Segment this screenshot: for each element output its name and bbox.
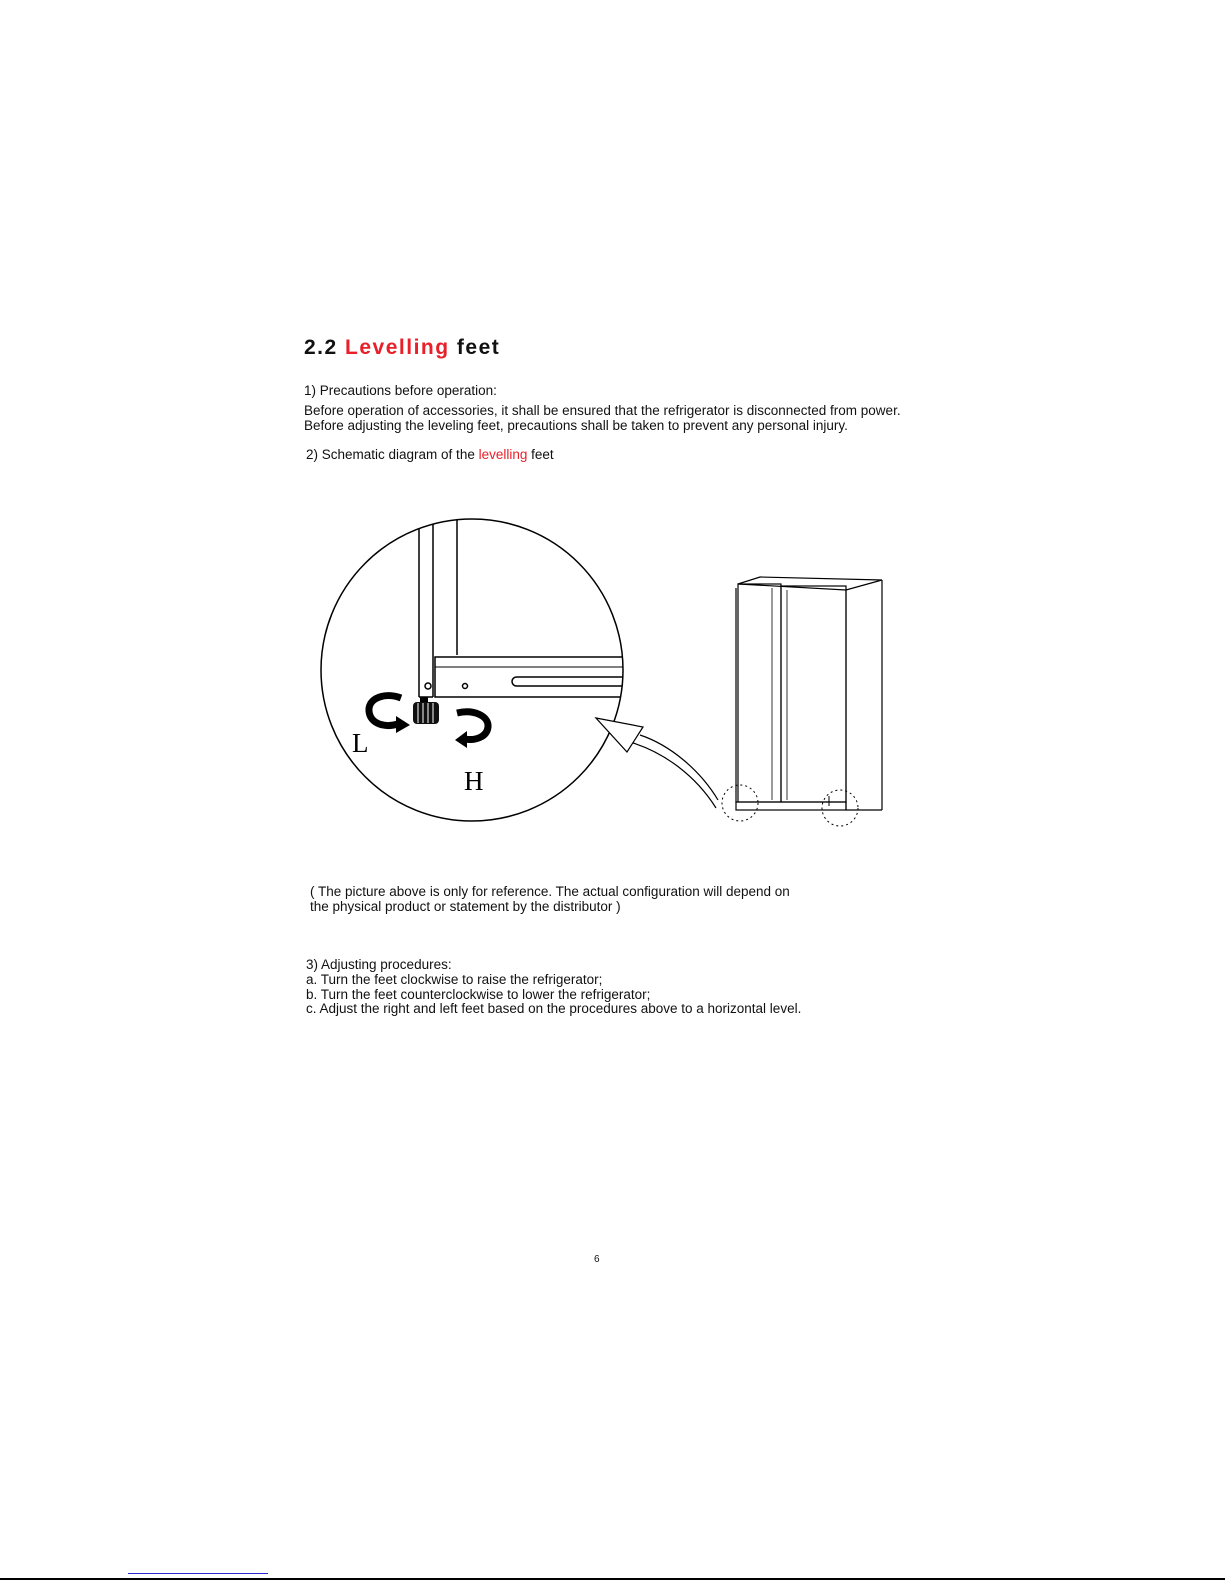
section-title-rest: feet bbox=[456, 336, 501, 359]
zoom-detail bbox=[321, 510, 642, 821]
label-high: H bbox=[464, 766, 484, 796]
precautions-line-1: Before operation of accessories, it shall be ensured that the refrigerator is disconnected from power. bbox=[304, 403, 901, 418]
fridge-left-door bbox=[738, 584, 781, 802]
levelling-feet-diagram bbox=[300, 510, 920, 830]
section-number: 2.2 bbox=[304, 336, 338, 359]
note-line-2: the physical product or statement by the distributor ) bbox=[310, 899, 621, 914]
footer-rule bbox=[0, 1578, 1225, 1580]
schematic-heading bbox=[306, 447, 554, 462]
section-title-highlight: Levelling bbox=[345, 336, 450, 359]
left-foot-highlight bbox=[722, 785, 758, 821]
label-low: L bbox=[352, 728, 369, 758]
note-line-1: ( The picture above is only for reference. The actual configuration will depend on bbox=[310, 884, 790, 899]
precautions-heading: 1) Precautions before operation: bbox=[304, 383, 497, 398]
procedure-step-b: b. Turn the feet counterclockwise to lower the refrigerator; bbox=[306, 987, 651, 1002]
callout-arrow-icon bbox=[596, 718, 718, 808]
right-foot-highlight bbox=[822, 790, 858, 826]
procedure-step-c: c. Adjust the right and left feet based on the procedures above to a horizontal level. bbox=[306, 1001, 802, 1016]
footer-link-underline bbox=[128, 1573, 268, 1574]
schematic-heading-pre: 2) Schematic diagram of the bbox=[306, 447, 475, 462]
refrigerator bbox=[722, 577, 882, 826]
procedure-step-a: a. Turn the feet clockwise to raise the refrigerator; bbox=[306, 972, 603, 987]
precautions-line-2: Before adjusting the leveling feet, precautions shall be taken to prevent any personal injury. bbox=[304, 418, 848, 433]
schematic-heading-highlight: levelling bbox=[478, 447, 528, 462]
schematic-heading-post: feet bbox=[531, 447, 554, 462]
procedures-heading: 3) Adjusting procedures: bbox=[306, 957, 452, 972]
fridge-right-door bbox=[781, 586, 846, 802]
section-title bbox=[304, 336, 500, 360]
page-number: 6 bbox=[594, 1254, 600, 1265]
